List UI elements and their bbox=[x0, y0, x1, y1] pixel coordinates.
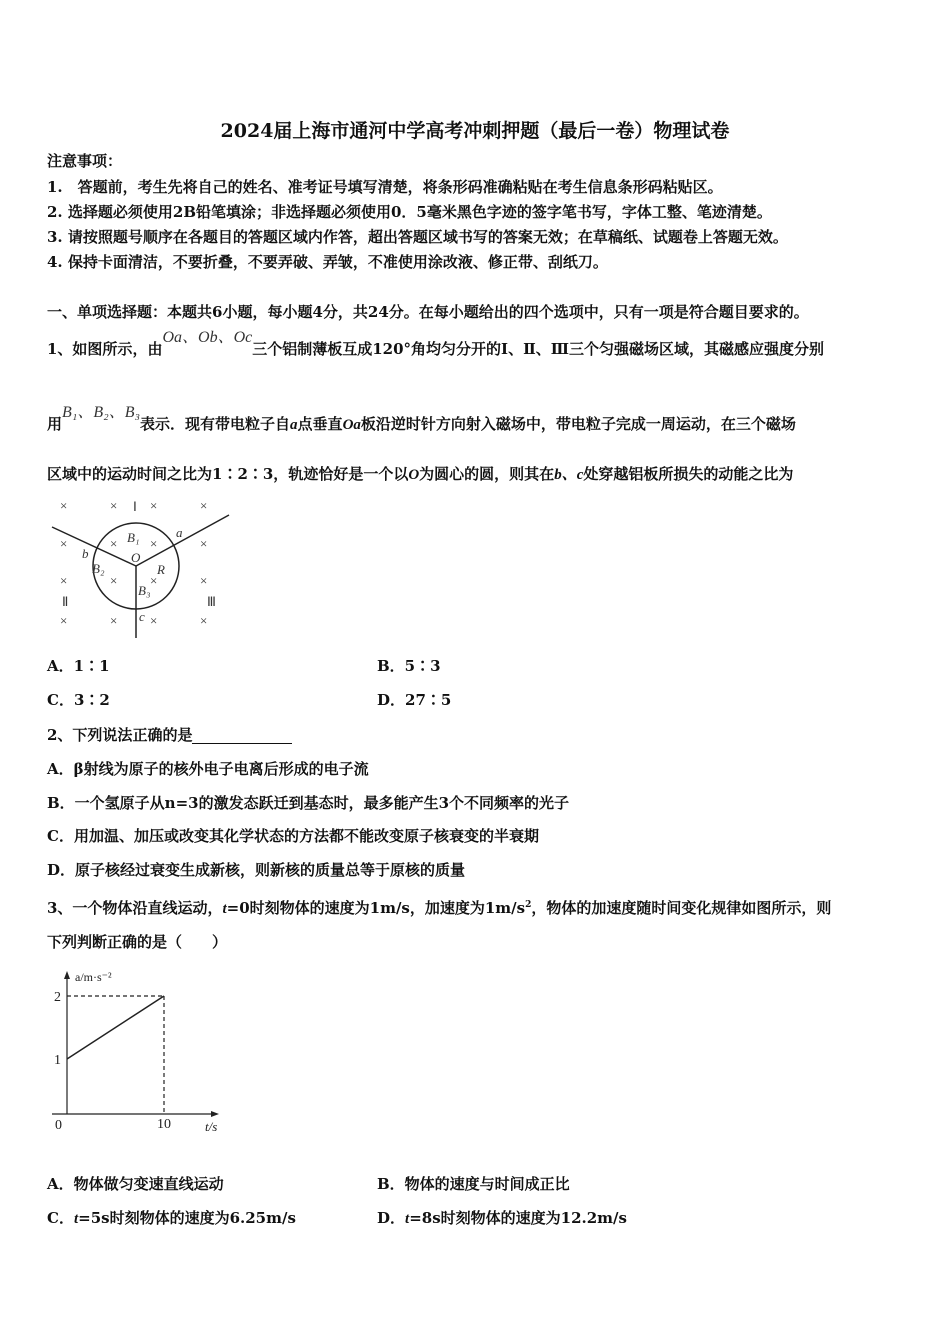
svg-text:×: × bbox=[60, 613, 68, 628]
q1-text: 区域中的运动时间之比为1∶2∶3，轨迹恰好是一个以 bbox=[47, 465, 409, 483]
svg-text:×: × bbox=[60, 536, 68, 551]
q1-text: 板沿逆时针方向射入磁场中，带电粒子完成一周运动，在三个磁场 bbox=[360, 415, 796, 433]
q2-option-a[interactable]: A．β射线为原子的核外电子电离后形成的电子流 bbox=[47, 760, 369, 778]
origin-label: 0 bbox=[55, 1118, 62, 1133]
field-label: B₂ bbox=[92, 561, 105, 576]
svg-text:×: × bbox=[200, 613, 208, 628]
q1-line3 bbox=[47, 465, 793, 484]
acceleration-time-graph bbox=[40, 960, 240, 1140]
y-tick: 1 bbox=[54, 1053, 61, 1068]
y-arrow-icon bbox=[64, 971, 70, 979]
q1-line1 bbox=[47, 329, 824, 359]
notice-item: 1. 答题前，考生先将自己的姓名、准考证号填写清楚，将条形码准确粘贴在考生信息条形码粘贴区。 bbox=[47, 178, 723, 196]
x-arrow-icon bbox=[211, 1111, 219, 1117]
notice-item: 3. 请按照题号顺序在各题目的答题区域内作答，超出答题区域书写的答案无效；在草稿纸、试题卷上答题无效。 bbox=[47, 228, 788, 246]
svg-text:×: × bbox=[150, 613, 158, 628]
q3-text: ，物体的加速度随时间变化规律如图所示，则 bbox=[531, 899, 832, 917]
q2-text: 2、下列说法正确的是 bbox=[47, 726, 193, 744]
center-label: O bbox=[131, 550, 141, 565]
q3-line1 bbox=[47, 896, 831, 918]
q1-text: 1、如图所示，由 bbox=[47, 340, 163, 358]
svg-text:×: × bbox=[200, 536, 208, 551]
q2-option-d[interactable]: D．原子核经过衰变生成新核，则新核的质量总等于原核的质量 bbox=[47, 861, 466, 879]
y-tick: 2 bbox=[54, 990, 61, 1005]
svg-text:×: × bbox=[110, 536, 118, 551]
svg-text:×: × bbox=[60, 498, 68, 513]
notice-item: 2. 选择题必须使用2B铅笔填涂；非选择题必须使用0．5毫米黑色字迹的签字笔书写，字体工整、笔迹清楚。 bbox=[47, 203, 772, 221]
field-label: B₁ bbox=[127, 530, 140, 545]
svg-text:×: × bbox=[150, 573, 158, 588]
q1-option-b[interactable]: B．5∶3 bbox=[377, 657, 441, 675]
notice-item: 4. 保持卡面清洁，不要折叠，不要弄破、弄皱，不准使用涂改液、修正带、刮纸刀。 bbox=[47, 253, 608, 271]
notice-heading: 注意事项： bbox=[47, 152, 123, 170]
q1-symbol: Oa、Ob、Oc bbox=[162, 329, 253, 346]
q2-option-c[interactable]: C．用加温、加压或改变其化学状态的方法都不能改变原子核衰变的半衰期 bbox=[47, 827, 539, 845]
q1-text: 处穿越铝板所损失的动能之比为 bbox=[583, 465, 794, 483]
region-label: Ⅰ bbox=[133, 499, 137, 514]
q1-symbol: B₁、B₂、B₃ bbox=[62, 404, 141, 421]
point-label: a bbox=[176, 525, 183, 540]
radius-label: R bbox=[157, 562, 165, 577]
option-text: =8s时刻物体的速度为12.2m/s bbox=[409, 1209, 627, 1227]
q3-option-a[interactable]: A．物体做匀变速直线运动 bbox=[47, 1175, 224, 1193]
q1-text: 点垂直 bbox=[297, 415, 343, 433]
svg-text:×: × bbox=[150, 536, 158, 551]
page-title: 2024届上海市通河中学高考冲刺押题（最后一卷）物理试卷 bbox=[220, 120, 730, 142]
q3-sup: 2 bbox=[525, 900, 532, 910]
q3-option-d[interactable] bbox=[377, 1209, 627, 1228]
svg-text:×: × bbox=[150, 498, 158, 513]
q1-var: O bbox=[408, 467, 420, 483]
x-tick: 10 bbox=[157, 1117, 171, 1132]
q1-option-d[interactable]: D．27∶5 bbox=[377, 691, 452, 709]
q2-option-b[interactable]: B．一个氢原子从n=3的激发态跃迁到基态时，最多能产生3个不同频率的光子 bbox=[47, 794, 570, 812]
region-label: Ⅲ bbox=[207, 594, 216, 609]
option-letter: D． bbox=[377, 1209, 406, 1227]
option-letter: C． bbox=[47, 1209, 74, 1227]
svg-text:×: × bbox=[110, 498, 118, 513]
acceleration-line bbox=[67, 996, 164, 1059]
q3-option-b[interactable]: B．物体的速度与时间成正比 bbox=[377, 1175, 570, 1193]
answer-blank bbox=[192, 729, 292, 744]
q3-line2: 下列判断正确的是（ ） bbox=[47, 933, 228, 951]
q3-var: t bbox=[405, 1211, 410, 1227]
section-heading: 一、单项选择题：本题共6小题，每小题4分，共24分。在每小题给出的四个选项中，只有一项是符合题目要求的。 bbox=[47, 303, 809, 321]
q1-var: b、c bbox=[554, 467, 584, 483]
point-label: b bbox=[82, 546, 89, 561]
magnetic-field-figure bbox=[40, 490, 260, 650]
svg-text:×: × bbox=[110, 613, 118, 628]
y-axis-label: a/m·s⁻² bbox=[75, 970, 112, 984]
q1-option-c[interactable]: C．3∶2 bbox=[47, 691, 110, 709]
point-label: c bbox=[139, 609, 145, 624]
q1-var: Oa bbox=[342, 417, 361, 433]
q1-text: 为圆心的圆，则其在 bbox=[419, 465, 555, 483]
x-axis-label: t/s bbox=[205, 1119, 218, 1134]
q3-text: 3、一个物体沿直线运动， bbox=[47, 899, 223, 917]
q1-text: 三个铝制薄板互成120°角均匀分开的Ⅰ、Ⅱ、Ⅲ三个匀强磁场区域，其磁感应强度分别 bbox=[252, 340, 824, 358]
region-label: Ⅱ bbox=[62, 594, 69, 609]
q3-option-c[interactable] bbox=[47, 1209, 296, 1228]
q1-text: 用 bbox=[47, 415, 63, 433]
svg-text:×: × bbox=[200, 573, 208, 588]
q1-text: 表示．现有带电粒子自 bbox=[140, 415, 291, 433]
option-text: =5s时刻物体的速度为6.25m/s bbox=[78, 1209, 296, 1227]
q1-var: a bbox=[290, 417, 298, 433]
svg-text:×: × bbox=[110, 573, 118, 588]
svg-text:×: × bbox=[200, 498, 208, 513]
q2-stem bbox=[47, 726, 292, 744]
field-label: B₃ bbox=[138, 583, 151, 598]
q3-text: =0时刻物体的速度为1m/s，加速度为1m/s bbox=[226, 899, 526, 917]
q1-option-a[interactable]: A．1∶1 bbox=[47, 657, 110, 675]
q3-var: t bbox=[73, 1211, 79, 1227]
q1-line2 bbox=[47, 404, 796, 434]
q3-var: t bbox=[222, 901, 227, 917]
svg-text:×: × bbox=[60, 573, 68, 588]
